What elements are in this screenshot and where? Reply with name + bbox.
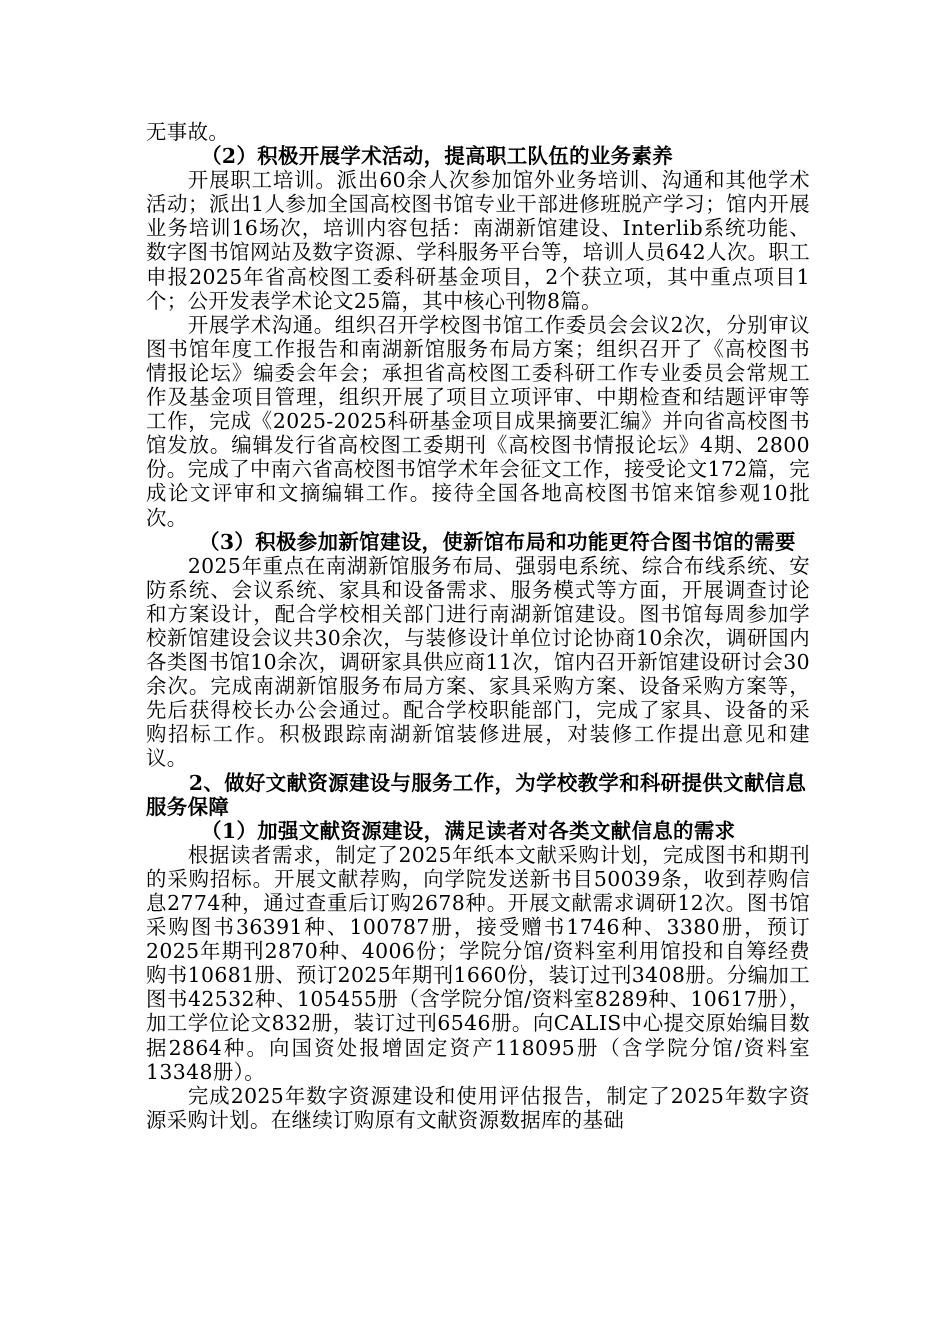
- section-heading-resource-building: （1）加强文献资源建设，满足读者对各类文献信息的需求: [201, 818, 736, 843]
- document-page: [146, 120, 810, 1132]
- paragraph-staff-training: 开展职工培训。派出60余人次参加馆外业务培训、沟通和其他学术活动；派出1人参加全国高校图书馆专业干部进修班脱产学习；馆内开展业务培训16场次，培训内容包括：南湖新馆建设、Interlib系统功能、数字图书馆网站及数字资源、学科服务平台等，培训人员642人次。职工申报2025年省高校图工委科研基金项目，2个获立项，其中重点项目1个；公开发表学术论文25篇，其中核心刊物8篇。: [146, 168, 810, 313]
- paragraph-new-library-layout: 2025年重点在南湖新馆服务布局、强弱电系统、综合布线系统、安防系统、会议系统、家具和设备需求、服务模式等方面，开展调查讨论和方案设计，配合学校相关部门进行南湖新馆建设。图书馆每周参加学校新馆建设会议共30余次，与装修设计单位讨论协商10余次，调研国内各类图书馆10余次，调研家具供应商11次，馆内召开新馆建设研讨会30余次。完成南湖新馆服务布局方案、家具采购方案、设备采购方案等，先后获得校长办公会通过。配合学校职能部门，完成了家具、设备的采购招标工作。积极跟踪南湖新馆装修进展，对装修工作提出意见和建议。: [146, 553, 810, 771]
- section-heading-new-library-construction: （3）积极参加新馆建设，使新馆布局和功能更符合图书馆的需要: [199, 529, 796, 554]
- paragraph-paper-acquisition: 根据读者需求，制定了2025年纸本文献采购计划，完成图书和期刊的采购招标。开展文献荐购，向学院发送新书目50039条，收到荐购信息2774种，通过查重后订购2678种。开展文献需求调研12次。图书馆采购图书36391种、100787册，接受赠书1746种、3380册，预订2025年期刊2870种、4006份；学院分馆/资料室利用馆投和自筹经费购书10681册、预订2025年期刊1660份，装订过刊3408册。分编加工图书42532种、105455册（含学院分馆/资料室8289种、10617册），加工学位论文832册，装订过刊6546册。向CALIS中心提交原始编目数据2864种。向国资处报增固定资产118095册（含学院分馆/资料室13348册）。: [146, 842, 810, 1084]
- paragraph-digital-resources: 完成2025年数字资源建设和使用评估报告，制定了2025年数字资源采购计划。在继续订购原有文献资源数据库的基础: [146, 1083, 810, 1132]
- section-heading-academic-activities: （2）积极开展学术活动，提高职工队伍的业务素养: [201, 144, 674, 169]
- paragraph-academic-exchange: 开展学术沟通。组织召开学校图书馆工作委员会会议2次，分别审议图书馆年度工作报告和南湖新馆服务布局方案；组织召开了《高校图书情报论坛》编委会年会；承担省高校图工委科研工作专业委员会常规工作及基金项目管理，组织开展了项目立项评审、中期检查和结题评审等工作，完成《2025-2025科研基金项目成果摘要汇编》并向省高校图书馆发放。编辑发行省高校图工委期刊《高校图书情报论坛》4期、2800份。完成了中南六省高校图书馆学术年会征文工作，接受论文172篇，完成论文评审和文摘编辑工作。接待全国各地高校图书馆来馆参观10批次。: [146, 312, 810, 530]
- section-heading-resource-services: 2、做好文献资源建设与服务工作，为学校教学和科研提供文献信息服务保障: [146, 770, 807, 819]
- paragraph-ending-previous: 无事故。: [146, 120, 230, 144]
